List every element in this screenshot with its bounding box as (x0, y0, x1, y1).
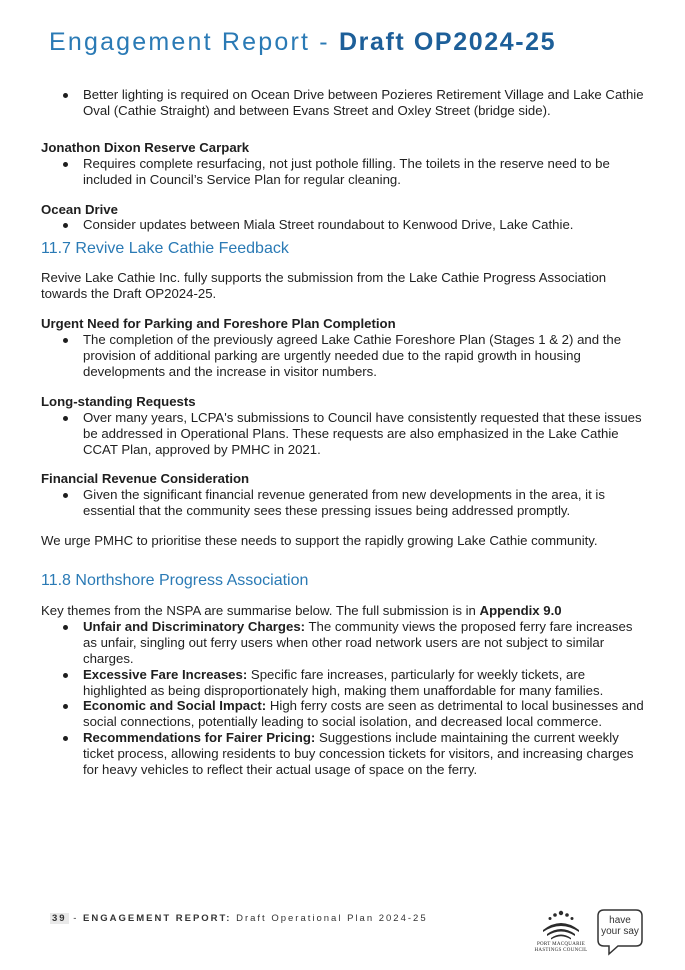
longstanding-bullets (41, 410, 646, 458)
have-your-say-text (600, 915, 640, 937)
title-prefix: Engagement Report - (49, 28, 330, 56)
list-item: Requires complete resurfacing, not just pothole filling. The toilets in the reserve need to be included in Council’s Service Plan for regular cleaning. (41, 156, 646, 188)
list-item (41, 619, 646, 667)
theme-text: Suggestions include maintaining the current weekly ticket process, allowing residents to buy concession tickets for visitors, and increasing charges for heavy vehicles to reflect their actual usage of space on the ferry. (83, 730, 634, 778)
council-name-line2: HASTINGS COUNCIL (534, 948, 588, 953)
revive-closing: We urge PMHC to prioritise these needs to support the rapidly growing Lake Cathie community. (41, 533, 598, 549)
subheading-longstanding: Long-standing Requests (41, 393, 196, 409)
page-number: 39 (52, 913, 67, 924)
jonathon-bullets (41, 156, 646, 188)
theme-label: Excessive Fare Increases: (83, 666, 248, 682)
council-logo (533, 906, 589, 958)
theme-label: Unfair and Discriminatory Charges: (83, 618, 306, 634)
nspa-intro (41, 603, 646, 619)
theme-text: The community views the proposed ferry fare increases as unfair, singling out ferry users when other road network users are not subject to similar charges. (83, 618, 633, 666)
hys-line2: your say (601, 926, 639, 937)
page-footer (50, 913, 428, 924)
theme-text: Specific fare increases, particularly for weekly tickets, are highlighted as being disproportionately high, making them unaffordable for many families. (83, 666, 604, 698)
nspa-intro-text: Key themes from the NSPA are summarise below. The full submission is in (41, 603, 480, 619)
list-item: The completion of the previously agreed Lake Cathie Foreshore Plan (Stages 1 & 2) and the provision of additional parking are urgently needed due to the rapid growth in housing developments and the increase in visitor numbers. (41, 332, 646, 380)
theme-label: Recommendations for Fairer Pricing: (83, 730, 316, 746)
report-body (41, 87, 646, 778)
list-item (41, 667, 646, 699)
list-item: Over many years, LCPA's submissions to Council have consistently requested that these issues be addressed in Operational Plans. These requests are also emphasized in the Lake Cathie CCAT Plan, approved by PMHC in 2021. (41, 410, 646, 458)
theme-label: Economic and Social Impact: (83, 698, 267, 714)
list-item: Given the significant financial revenue generated from new developments in the area, it is essential that the community sees these pressing issues being addressed promptly. (41, 487, 646, 519)
title-accent: Draft OP2024-25 (338, 28, 557, 56)
list-item: Better lighting is required on Ocean Drive between Pozieres Retirement Village and Lake Cathie Oval (Cathie Straight) and between Evans Street and Oxley Street (bridge side). (41, 87, 646, 119)
lighting-bullets (41, 87, 646, 119)
footer-label: ENGAGEMENT REPORT: (83, 913, 232, 924)
revive-intro: Revive Lake Cathie Inc. fully supports the submission from the Lake Cathie Progress Association towards the Draft OP2024-25. (41, 270, 607, 302)
list-item: Consider updates between Miala Street roundabout to Kenwood Drive, Lake Cathie. (41, 217, 646, 233)
nspa-themes (41, 619, 646, 778)
list-item (41, 698, 646, 730)
council-name-line1: PORT MACQUARIE (536, 942, 586, 947)
have-your-say-logo (596, 908, 644, 956)
appendix-reference: Appendix 9.0 (479, 603, 562, 619)
parking-bullets (41, 332, 646, 380)
subheading-ocean-drive: Ocean Drive (41, 201, 118, 217)
page-title (49, 28, 556, 57)
footer-separator: - (68, 913, 84, 924)
ocean-bullets (41, 217, 646, 233)
subheading-jonathon: Jonathon Dixon Reserve Carpark (41, 139, 250, 155)
financial-bullets (41, 487, 646, 519)
footer-doc-title: Draft Operational Plan 2024-25 (231, 913, 428, 924)
theme-text: High ferry costs are seen as detrimental to local businesses and social connections, potentially leading to social isolation, and decreased local commerce. (83, 698, 644, 730)
council-name (533, 942, 589, 954)
section-heading-11-7: 11.7 Revive Lake Cathie Feedback (41, 240, 289, 258)
subheading-parking: Urgent Need for Parking and Foreshore Plan Completion (41, 316, 396, 332)
list-item (41, 730, 646, 778)
subheading-financial: Financial Revenue Consideration (41, 471, 250, 487)
council-emblem-icon (533, 906, 589, 942)
section-heading-11-8: 11.8 Northshore Progress Association (41, 572, 309, 590)
hys-line1: have (609, 915, 631, 926)
